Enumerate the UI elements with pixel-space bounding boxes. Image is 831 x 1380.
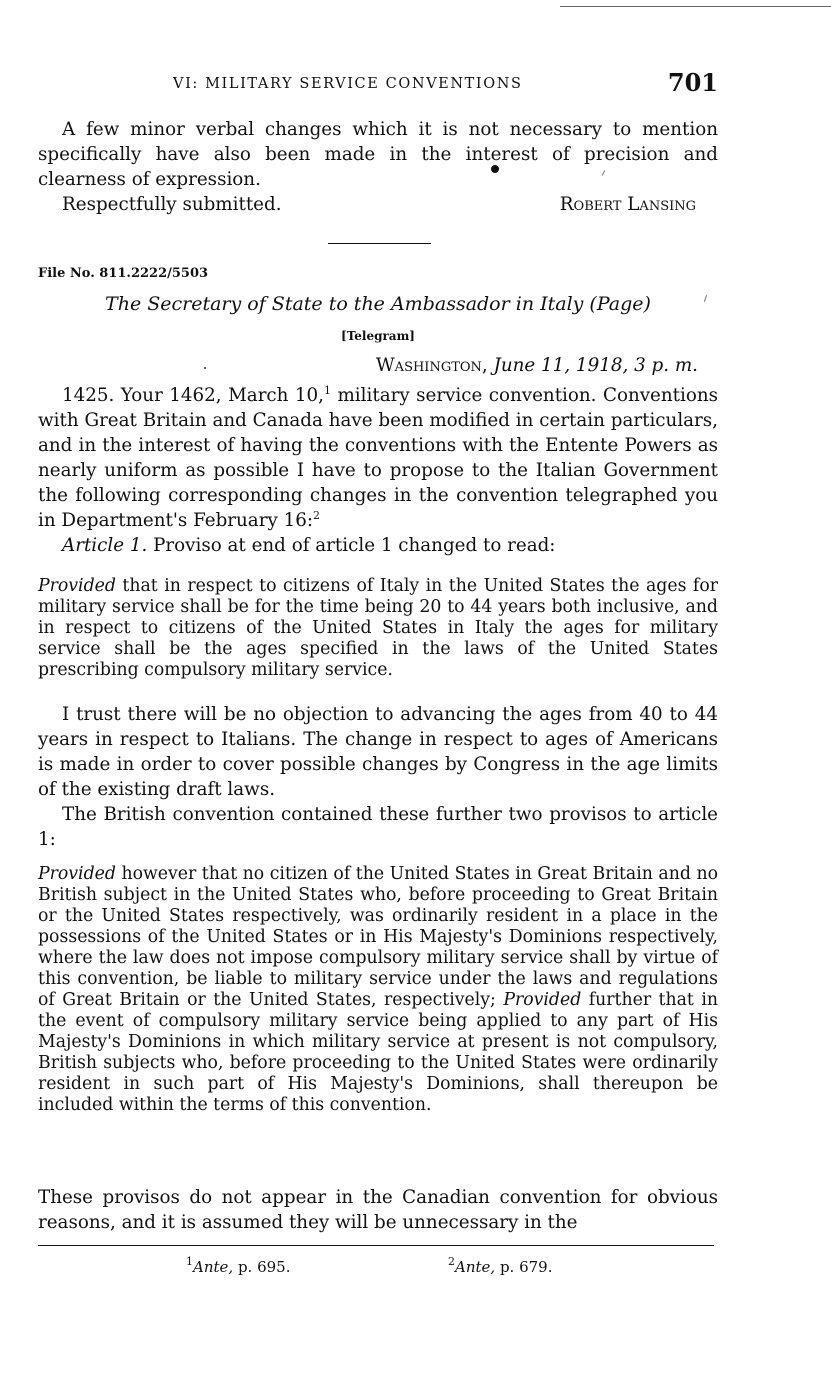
proviso-quote-2 bbox=[38, 864, 718, 1116]
intro-section bbox=[38, 117, 718, 192]
dateline-place: Washington, bbox=[375, 355, 488, 376]
page-header bbox=[38, 68, 718, 104]
telegram-opening bbox=[38, 383, 718, 558]
footnote-2 bbox=[448, 1255, 553, 1276]
footnote-1-ref: Ante, bbox=[193, 1258, 234, 1276]
footnote-rule bbox=[38, 1245, 714, 1246]
footnote-ref-1: 1 bbox=[324, 384, 331, 397]
quote-1 bbox=[38, 576, 718, 681]
footnote-1 bbox=[186, 1255, 291, 1276]
commentary-section bbox=[38, 702, 718, 852]
footnote-2-mark: 2 bbox=[448, 1255, 455, 1268]
p1-rest: military service convention. Conventions with Great Britain and Canada have been modified in certain particulars, and in the interest of having the conventions with the Entente Powers as nearly uniform as possible I have to propose to the Italian Government the following corresponding changes in the convention telegraphed you in Department's February 16: bbox=[38, 385, 719, 531]
quote-1-lead: Provided bbox=[38, 576, 116, 596]
quote-2-part-a: however that no citizen of the United States in Great Britain and no British subject in the United States who, before proceeding to Great Britain or the United States respectively, was ordinarily resident in a place in the possessions of the United States or in His Majesty's Dominions respectively, where the law does not impose compulsory military service shall by virtue of this convention, be liable to military service under the laws and regulations of Great Britain or the United States, respectively; bbox=[38, 864, 718, 1010]
p1-start: 1425. Your 1462, March 10, bbox=[62, 385, 324, 406]
footnote-2-ref: Ante, bbox=[455, 1258, 496, 1276]
paragraph-3: The British convention contained these further two provisos to article 1: bbox=[38, 804, 718, 850]
footnote-1-page: p. 695. bbox=[233, 1258, 291, 1276]
file-number: File No. 811.2222/5503 bbox=[38, 266, 209, 281]
footnote-2-page: p. 679. bbox=[495, 1258, 553, 1276]
paragraph-4: These provisos do not appear in the Canadian convention for obvious reasons, and it is assumed they will be unnecessary in the bbox=[38, 1187, 718, 1233]
quote-2-lead: Provided bbox=[38, 864, 116, 884]
title-end: ) bbox=[643, 293, 651, 315]
article-label: Article 1. bbox=[62, 535, 148, 556]
dateline-date: June 11, 1918, 3 p. m. bbox=[493, 355, 698, 376]
paragraph-2: I trust there will be no objection to advancing the ages from 40 to 44 years in respect to Italians. The change in respect to ages of Americans is made in order to cover possible changes by Congress in the age limits of the existing draft laws. bbox=[38, 704, 718, 800]
quote-2-mid: Provided bbox=[503, 990, 582, 1010]
top-edge-rule bbox=[560, 6, 831, 7]
quote-2-part-b: further that in the event of compulsory military service being applied to any part of His Majesty's Dominions in which military service at present is not compulsory, British subjects who, before proceeding to the United States were ordinarily resident in such part of His Majesty's Dominions, shall thereupon be included within the terms of this convention. bbox=[38, 990, 718, 1115]
dateline bbox=[376, 355, 698, 376]
closing-text: Respectfully submitted. bbox=[62, 194, 282, 215]
footnote-ref-2: 2 bbox=[313, 509, 321, 522]
section-divider bbox=[328, 243, 431, 244]
title-start: The Secretary of State to the Ambassador in Italy ( bbox=[105, 293, 597, 315]
article-text: Proviso at end of article 1 changed to read: bbox=[147, 535, 556, 556]
title-name: Page bbox=[596, 293, 644, 315]
closing-section bbox=[38, 1185, 718, 1235]
speck-mark bbox=[204, 367, 206, 369]
footnote-1-mark: 1 bbox=[186, 1255, 193, 1268]
page-number: 701 bbox=[667, 68, 718, 97]
quote-2 bbox=[38, 864, 718, 1116]
article-heading bbox=[38, 533, 718, 558]
quote-1-text: that in respect to citizens of Italy in the United States the ages for military service shall be for the time being 20 to 44 years both inclusive, and in respect to citizens of the United States in Italy the ages for military service shall be the ages specified in the laws of the United States prescribing compulsory military service. bbox=[38, 576, 718, 680]
ink-dot-mark bbox=[491, 165, 499, 173]
document-title bbox=[38, 293, 718, 315]
paragraph-1 bbox=[38, 383, 718, 533]
proviso-quote-1 bbox=[38, 576, 718, 681]
signature: Robert Lansing bbox=[559, 194, 696, 215]
telegram-tag: [Telegram] bbox=[341, 329, 415, 343]
intro-paragraph: A few minor verbal changes which it is not necessary to mention specifically have also been made in the interest of precision and clearness of expression. bbox=[38, 119, 718, 190]
running-head: VI: MILITARY SERVICE CONVENTIONS bbox=[173, 76, 523, 92]
